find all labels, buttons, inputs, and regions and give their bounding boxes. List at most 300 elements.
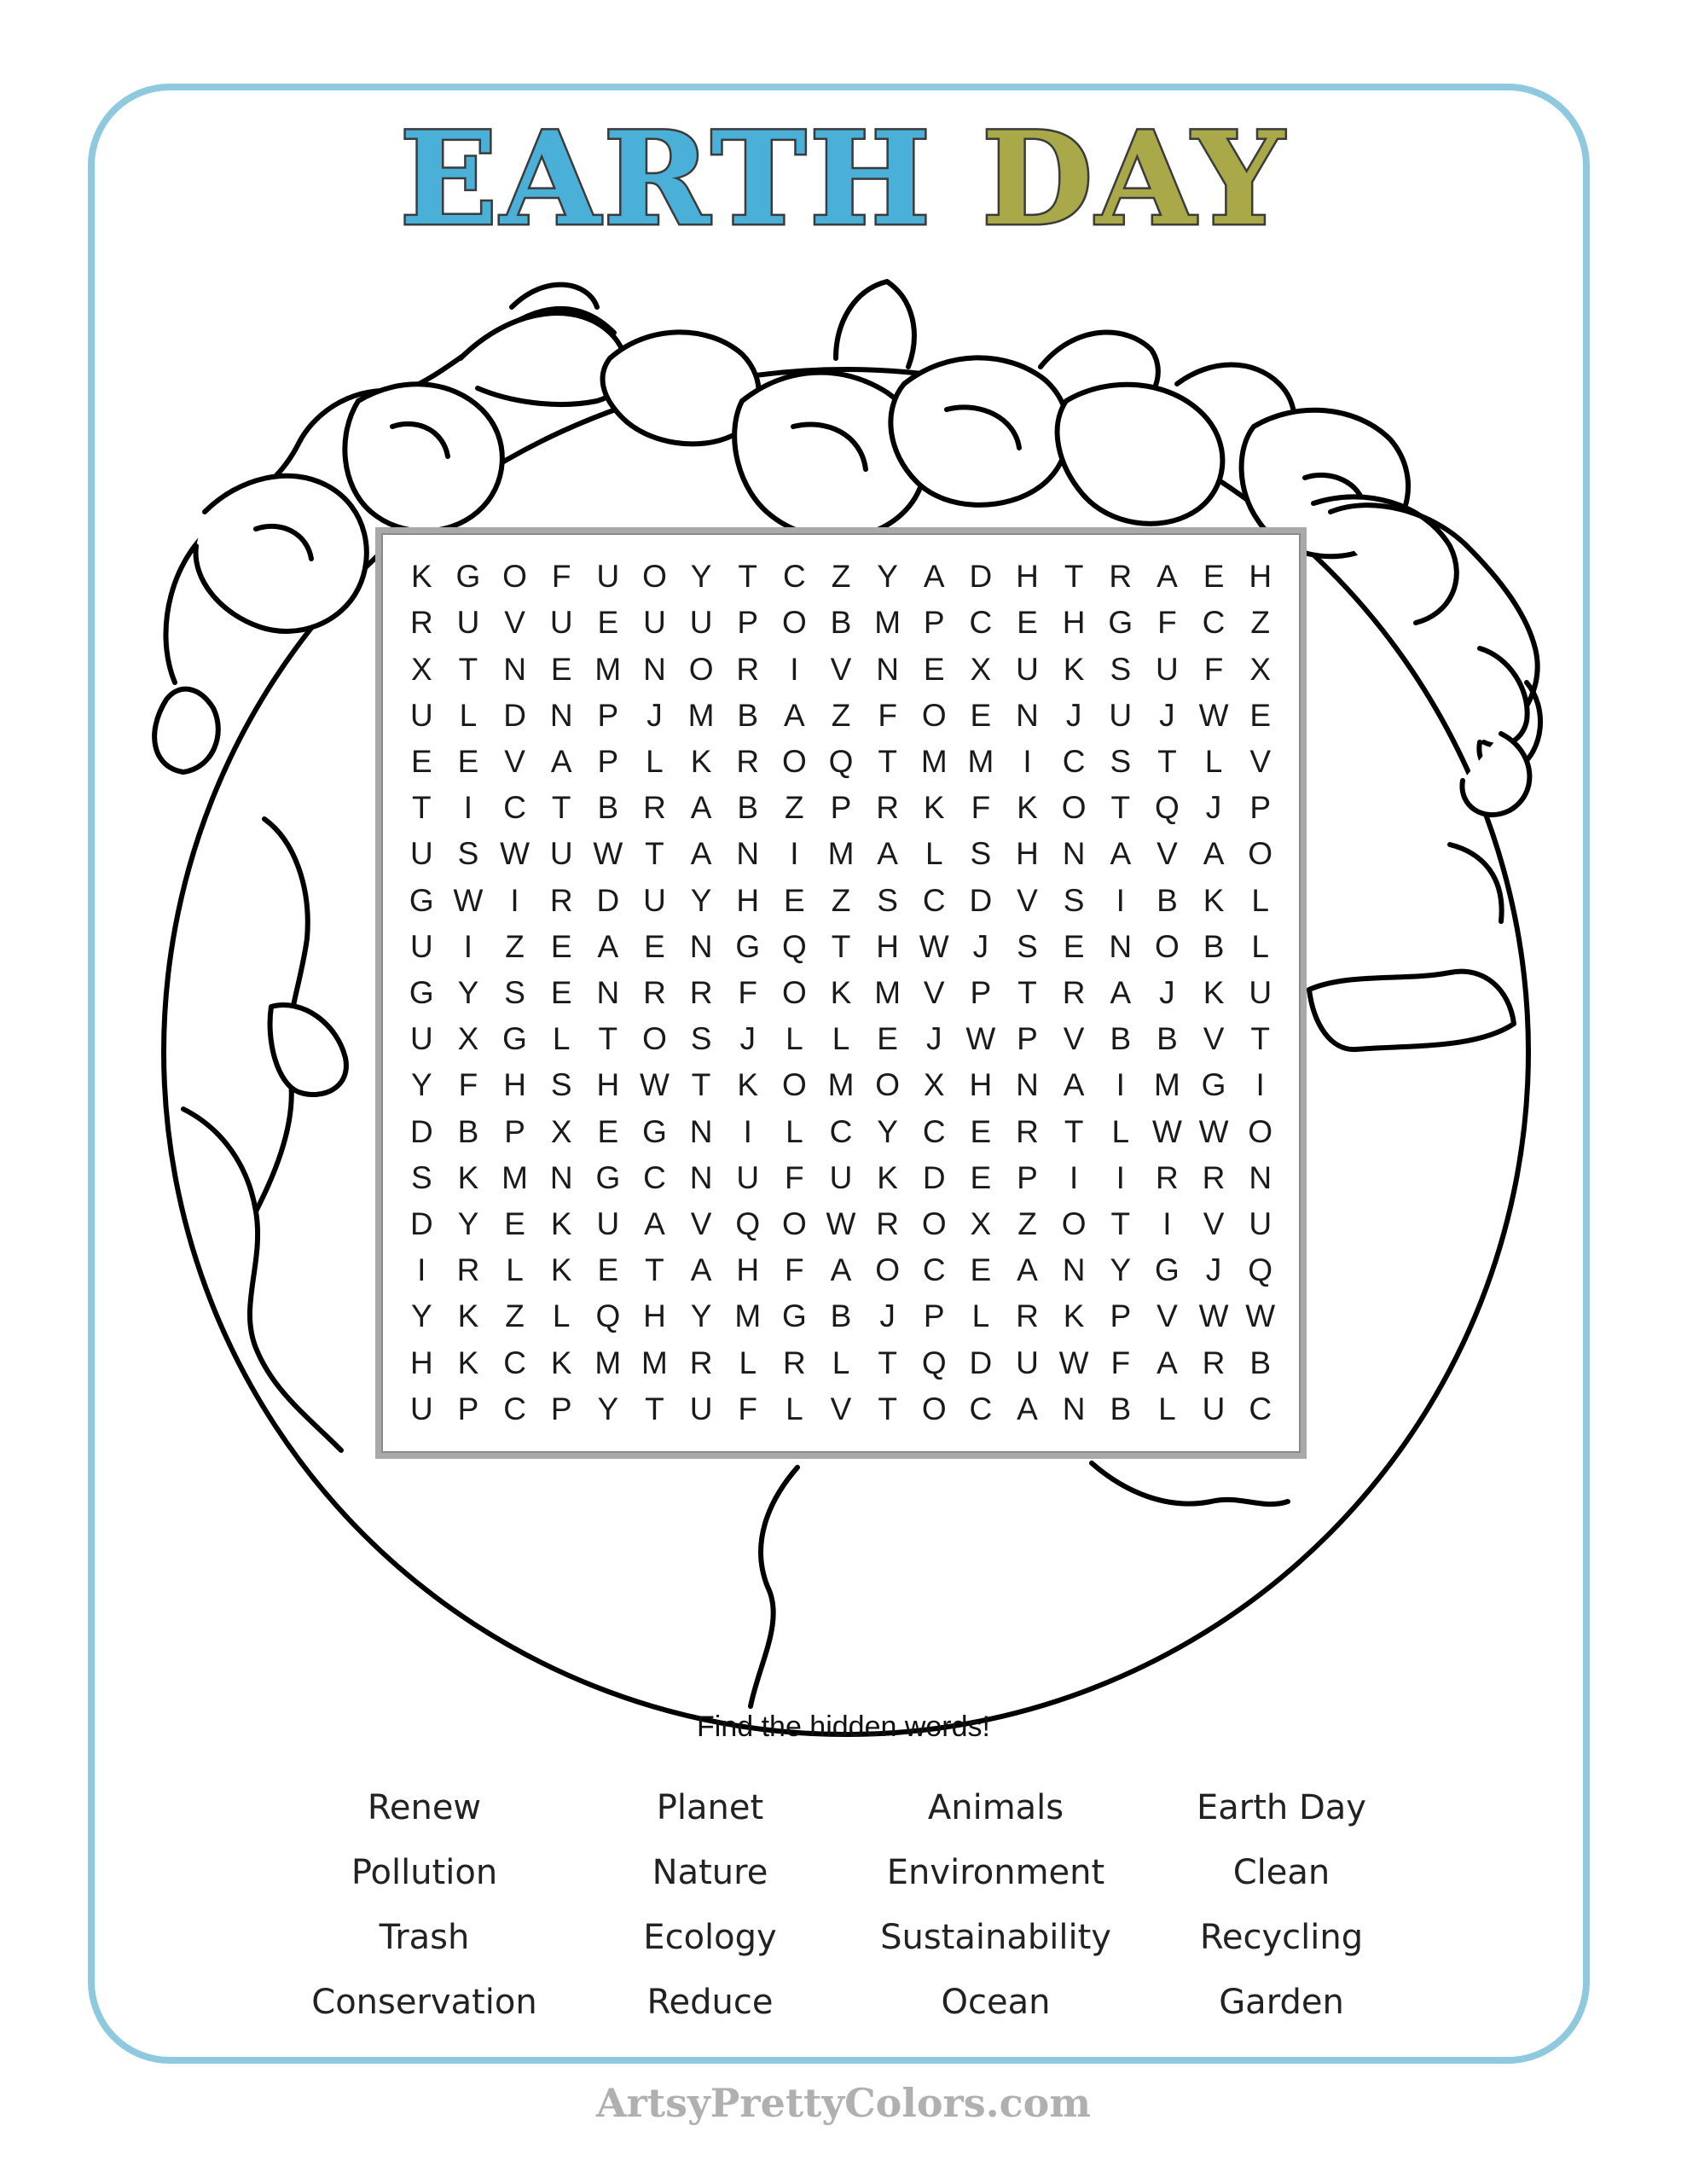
grid-letter: O	[1061, 1206, 1087, 1242]
grid-letter: U	[829, 1159, 853, 1195]
grid-letter: P	[1017, 1159, 1038, 1195]
word-list-item: Sustainability	[880, 1918, 1111, 1957]
grid-letter: J	[1159, 697, 1175, 733]
grid-letter: L	[786, 1391, 803, 1426]
grid-letter: B	[1110, 1391, 1132, 1426]
grid-letter: D	[969, 1345, 993, 1380]
grid-letter: H	[876, 928, 899, 964]
grid-letter: I	[1116, 882, 1125, 918]
grid-letter: O	[781, 605, 807, 641]
grid-letter: M	[687, 697, 715, 733]
grid-letter: K	[550, 1345, 572, 1380]
grid-letter: N	[689, 1113, 713, 1149]
grid-letter: I	[417, 1252, 426, 1288]
grid-letter: T	[598, 1021, 618, 1057]
grid-letter: B	[457, 1113, 479, 1149]
grid-letter: U	[1249, 974, 1272, 1010]
grid-letter: C	[782, 559, 806, 595]
grid-letter: C	[643, 1159, 666, 1195]
word-search-grid	[398, 554, 1284, 1432]
grid-letter: B	[1249, 1345, 1272, 1380]
word-list-item: Renew	[367, 1788, 482, 1827]
grid-letter: M	[501, 1159, 528, 1195]
grid-letter: U	[1109, 697, 1133, 733]
grid-letter: B	[1110, 1021, 1132, 1057]
grid-letter: U	[1202, 1391, 1226, 1426]
grid-letter: N	[1062, 1252, 1086, 1288]
grid-letter: T	[831, 928, 851, 964]
grid-letter: Y	[597, 1391, 619, 1426]
grid-letter: E	[597, 1252, 619, 1288]
grid-letter: E	[504, 1206, 525, 1242]
grid-letter: H	[1016, 836, 1039, 872]
grid-letter: A	[1017, 1252, 1038, 1288]
grid-letter: E	[970, 1252, 992, 1288]
grid-letter: F	[458, 1067, 478, 1103]
grid-letter: C	[1249, 1391, 1272, 1426]
grid-letter: N	[1109, 928, 1133, 964]
grid-letter: T	[1250, 1021, 1270, 1057]
grid-letter: C	[1062, 743, 1086, 779]
grid-letter: O	[875, 1252, 901, 1288]
grid-letter: R	[643, 974, 666, 1010]
grid-letter: Q	[1155, 790, 1180, 826]
grid-letter: I	[1116, 1159, 1125, 1195]
grid-letter: N	[549, 1159, 573, 1195]
grid-letter: R	[1202, 1159, 1226, 1195]
grid-letter: Q	[781, 928, 807, 964]
grid-letter: L	[459, 697, 478, 733]
grid-letter: N	[1016, 697, 1039, 733]
grid-letter: J	[1205, 1252, 1222, 1288]
grid-letter: F	[1110, 1345, 1131, 1380]
grid-letter: F	[738, 974, 758, 1010]
grid-letter: R	[1016, 1298, 1039, 1334]
grid-letter: N	[876, 651, 899, 687]
grid-letter: U	[596, 559, 620, 595]
word-list-item: Pollution	[351, 1853, 498, 1892]
grid-letter: Y	[690, 559, 712, 595]
grid-letter: D	[969, 559, 993, 595]
grid-letter: O	[1248, 836, 1273, 872]
grid-letter: C	[969, 1391, 993, 1426]
grid-letter: R	[782, 1345, 806, 1380]
grid-letter: L	[832, 1345, 850, 1380]
grid-letter: E	[970, 697, 992, 733]
grid-letter: X	[457, 1021, 479, 1057]
grid-letter: O	[781, 743, 807, 779]
grid-letter: F	[785, 1159, 804, 1195]
grid-letter: C	[503, 1345, 526, 1380]
grid-letter: U	[643, 605, 666, 641]
grid-letter: Y	[457, 974, 479, 1010]
grid-letter: O	[688, 651, 714, 687]
grid-letter: T	[551, 790, 571, 826]
grid-letter: O	[1061, 790, 1087, 826]
grid-letter: K	[550, 1206, 572, 1242]
word-list-item: Conservation	[311, 1983, 537, 2022]
grid-letter: L	[1251, 928, 1269, 964]
grid-letter: H	[596, 1067, 620, 1103]
grid-letter: S	[1110, 743, 1132, 779]
grid-letter: B	[830, 1298, 852, 1334]
grid-letter: E	[550, 651, 572, 687]
grid-letter: W	[965, 1021, 996, 1057]
grid-letter: P	[597, 743, 619, 779]
grid-letter: H	[1016, 559, 1039, 595]
grid-letter: G	[409, 974, 434, 1010]
grid-letter: L	[832, 1021, 850, 1057]
grid-letter: E	[644, 928, 665, 964]
grid-letter: L	[786, 1113, 803, 1149]
grid-letter: F	[971, 790, 991, 826]
grid-letter: O	[642, 559, 667, 595]
grid-letter: V	[690, 1206, 712, 1242]
grid-letter: U	[1016, 651, 1039, 687]
grid-letter: U	[736, 1159, 760, 1195]
grid-letter: O	[781, 974, 807, 1010]
grid-letter: G	[1201, 1067, 1226, 1103]
grid-letter: Q	[1248, 1252, 1273, 1288]
grid-letter: H	[409, 1345, 433, 1380]
grid-letter: O	[781, 1067, 807, 1103]
grid-letter: U	[549, 605, 573, 641]
word-list-item: Reduce	[646, 1983, 774, 2022]
grid-letter: R	[1156, 1159, 1179, 1195]
grid-letter: T	[1064, 1113, 1084, 1149]
grid-letter: M	[967, 743, 994, 779]
grid-letter: P	[1110, 1298, 1132, 1334]
grid-letter: R	[689, 974, 713, 1010]
grid-letter: O	[502, 559, 527, 595]
grid-letter: L	[971, 1298, 990, 1334]
grid-letter: M	[594, 1345, 622, 1380]
grid-letter: U	[409, 836, 433, 872]
grid-letter: E	[597, 1113, 619, 1149]
grid-letter: W	[1058, 1345, 1089, 1380]
grid-letter: I	[1116, 1067, 1125, 1103]
grid-letter: E	[457, 743, 479, 779]
grid-letter: O	[921, 1206, 947, 1242]
grid-letter: H	[969, 1067, 993, 1103]
grid-letter: Y	[1110, 1252, 1132, 1288]
grid-letter: W	[1245, 1298, 1276, 1334]
grid-letter: R	[409, 605, 433, 641]
grid-letter: Y	[457, 1206, 479, 1242]
grid-letter: B	[597, 790, 619, 826]
grid-letter: K	[877, 1159, 898, 1195]
grid-letter: W	[826, 1206, 856, 1242]
grid-letter: Y	[690, 882, 712, 918]
grid-letter: V	[1203, 1021, 1225, 1057]
grid-letter: Y	[690, 1298, 712, 1334]
grid-letter: H	[1249, 559, 1272, 595]
grid-letter: O	[642, 1021, 667, 1057]
grid-letter: J	[879, 1298, 896, 1334]
grid-letter: G	[1155, 1252, 1180, 1288]
grid-letter: E	[550, 928, 572, 964]
grid-letter: K	[923, 790, 945, 826]
grid-letter: N	[736, 836, 760, 872]
grid-letter: P	[923, 1298, 945, 1334]
grid-letter: G	[455, 559, 481, 595]
grid-letter: I	[790, 836, 799, 872]
grid-letter: L	[739, 1345, 757, 1380]
grid-letter: K	[550, 1252, 572, 1288]
grid-letter: T	[878, 1345, 897, 1380]
grid-letter: S	[504, 974, 525, 1010]
grid-letter: H	[736, 882, 760, 918]
grid-letter: P	[504, 1113, 525, 1149]
grid-letter: C	[503, 790, 526, 826]
grid-letter: A	[877, 836, 898, 872]
grid-letter: W	[453, 882, 484, 918]
grid-letter: V	[923, 974, 945, 1010]
grid-letter: E	[970, 1113, 992, 1149]
grid-letter: K	[830, 974, 852, 1010]
grid-letter: T	[738, 559, 758, 595]
grid-letter: N	[1249, 1159, 1272, 1195]
grid-letter: G	[781, 1298, 807, 1334]
word-list-item: Clean	[1232, 1853, 1330, 1892]
grid-letter: D	[596, 882, 620, 918]
grid-letter: F	[738, 1391, 758, 1426]
grid-letter: V	[1249, 743, 1272, 779]
grid-letter: U	[1249, 1206, 1272, 1242]
grid-letter: M	[874, 605, 901, 641]
grid-letter: C	[503, 1391, 526, 1426]
grid-letter: I	[790, 651, 799, 687]
grid-letter: J	[1159, 974, 1175, 1010]
grid-letter: L	[552, 1298, 571, 1334]
grid-letter: E	[1203, 559, 1225, 595]
grid-letter: A	[690, 1252, 712, 1288]
grid-letter: S	[550, 1067, 572, 1103]
grid-letter: V	[1157, 836, 1178, 872]
grid-letter: X	[1249, 651, 1272, 687]
grid-letter: R	[689, 1345, 713, 1380]
grid-letter: Q	[921, 1345, 947, 1380]
grid-letter: L	[1204, 743, 1223, 779]
grid-letter: O	[921, 1391, 947, 1426]
grid-letter: D	[503, 697, 526, 733]
grid-letter: X	[923, 1067, 945, 1103]
grid-letter: A	[690, 790, 712, 826]
grid-letter: Y	[410, 1298, 432, 1334]
grid-letter: M	[874, 974, 901, 1010]
grid-letter: K	[1203, 974, 1225, 1010]
grid-letter: X	[550, 1113, 572, 1149]
grid-letter: W	[919, 928, 949, 964]
grid-letter: Y	[877, 559, 898, 595]
grid-letter: O	[875, 1067, 901, 1103]
grid-letter: U	[456, 605, 480, 641]
grid-letter: C	[922, 1252, 946, 1288]
grid-letter: O	[921, 697, 947, 733]
grid-letter: B	[1203, 928, 1225, 964]
grid-letter: L	[925, 836, 943, 872]
grid-letter: A	[1157, 1345, 1178, 1380]
grid-letter: A	[597, 928, 619, 964]
grid-letter: V	[830, 1391, 852, 1426]
grid-letter: I	[463, 928, 473, 964]
grid-letter: Z	[505, 1298, 525, 1334]
grid-letter: T	[645, 1391, 664, 1426]
grid-letter: R	[1062, 974, 1086, 1010]
grid-letter: P	[923, 605, 945, 641]
grid-letter: A	[690, 836, 712, 872]
grid-letter: A	[784, 697, 805, 733]
word-list-item: Ocean	[941, 1983, 1051, 2022]
grid-letter: Y	[877, 1113, 898, 1149]
grid-letter: T	[645, 1252, 664, 1288]
grid-letter: J	[972, 928, 989, 964]
grid-letter: G	[642, 1113, 667, 1149]
grid-letter: L	[1251, 882, 1269, 918]
grid-letter: N	[503, 651, 526, 687]
grid-letter: G	[595, 1159, 621, 1195]
grid-letter: A	[550, 743, 572, 779]
grid-letter: E	[877, 1021, 898, 1057]
grid-letter: U	[409, 1021, 433, 1057]
grid-letter: X	[410, 651, 432, 687]
grid-letter: N	[1062, 1391, 1086, 1426]
grid-letter: I	[743, 1113, 752, 1149]
grid-letter: O	[781, 1206, 807, 1242]
grid-letter: I	[1023, 743, 1032, 779]
grid-letter: R	[1109, 559, 1133, 595]
grid-letter: F	[551, 559, 571, 595]
grid-letter: B	[830, 605, 852, 641]
grid-letter: T	[1157, 743, 1177, 779]
grid-letter: S	[970, 836, 992, 872]
grid-letter: C	[922, 882, 946, 918]
instructions: Find the hidden words!	[697, 1711, 990, 1743]
grid-letter: V	[504, 743, 525, 779]
grid-letter: Z	[1250, 605, 1270, 641]
grid-letter: P	[737, 605, 759, 641]
grid-letter: U	[409, 928, 433, 964]
grid-letter: M	[594, 651, 622, 687]
grid-letter: P	[550, 1391, 572, 1426]
grid-letter: R	[736, 743, 760, 779]
grid-letter: M	[827, 836, 855, 872]
grid-letter: E	[923, 651, 945, 687]
grid-letter: F	[785, 1252, 804, 1288]
grid-letter: P	[1017, 1021, 1038, 1057]
grid-letter: C	[922, 1113, 946, 1149]
grid-letter: T	[645, 836, 664, 872]
grid-letter: U	[409, 697, 433, 733]
grid-letter: V	[1157, 1298, 1178, 1334]
grid-letter: H	[1062, 605, 1086, 641]
grid-letter: N	[596, 974, 620, 1010]
grid-letter: P	[597, 697, 619, 733]
grid-letter: T	[1110, 1206, 1131, 1242]
grid-letter: Z	[831, 697, 851, 733]
grid-letter: W	[593, 836, 623, 872]
grid-letter: A	[830, 1252, 852, 1288]
grid-letter: J	[739, 1021, 756, 1057]
grid-letter: K	[1063, 651, 1085, 687]
grid-letter: W	[1198, 697, 1229, 733]
grid-letter: V	[1017, 882, 1038, 918]
grid-letter: B	[1157, 1021, 1178, 1057]
word-list-item: Environment	[886, 1853, 1105, 1892]
grid-letter: C	[1202, 605, 1226, 641]
grid-letter: K	[1017, 790, 1038, 826]
grid-letter: X	[970, 1206, 992, 1242]
grid-letter: Q	[595, 1298, 621, 1334]
grid-letter: E	[550, 974, 572, 1010]
grid-letter: E	[1249, 697, 1272, 733]
title-day: DAY	[982, 104, 1288, 254]
grid-letter: S	[1017, 928, 1038, 964]
grid-letter: R	[1202, 1345, 1226, 1380]
grid-letter: E	[1017, 605, 1038, 641]
grid-letter: T	[1017, 974, 1037, 1010]
grid-letter: F	[1157, 605, 1177, 641]
word-list-item: Planet	[656, 1788, 764, 1827]
grid-letter: R	[643, 790, 666, 826]
grid-letter: V	[504, 605, 525, 641]
grid-letter: A	[1110, 974, 1132, 1010]
grid-letter: W	[1151, 1113, 1182, 1149]
grid-letter: N	[643, 651, 666, 687]
grid-letter: J	[1205, 790, 1222, 826]
grid-letter: T	[691, 1067, 711, 1103]
word-list-item: Animals	[927, 1788, 1064, 1827]
grid-letter: L	[552, 1021, 571, 1057]
grid-letter: W	[640, 1067, 670, 1103]
grid-letter: P	[970, 974, 992, 1010]
word-list-item: Recycling	[1199, 1918, 1364, 1957]
grid-letter: U	[1156, 651, 1179, 687]
grid-letter: N	[689, 928, 713, 964]
grid-letter: Q	[828, 743, 854, 779]
grid-letter: P	[1249, 790, 1272, 826]
grid-letter: S	[410, 1159, 432, 1195]
grid-letter: W	[500, 836, 530, 872]
grid-letter: M	[827, 1067, 855, 1103]
grid-letter: E	[970, 1159, 992, 1195]
grid-letter: E	[410, 743, 432, 779]
grid-letter: M	[641, 1345, 668, 1380]
grid-letter: S	[877, 882, 898, 918]
grid-letter: H	[736, 1252, 760, 1288]
grid-letter: A	[1017, 1391, 1038, 1426]
grid-letter: N	[1016, 1067, 1039, 1103]
grid-letter: U	[643, 882, 666, 918]
grid-letter: Z	[831, 882, 851, 918]
grid-letter: L	[786, 1021, 803, 1057]
grid-letter: V	[1203, 1206, 1225, 1242]
word-list-item: Earth Day	[1197, 1788, 1366, 1827]
grid-letter: K	[457, 1345, 479, 1380]
grid-letter: K	[1063, 1298, 1085, 1334]
grid-letter: G	[502, 1021, 527, 1057]
grid-letter: V	[830, 651, 852, 687]
word-list	[281, 1783, 1424, 2027]
grid-letter: U	[409, 1391, 433, 1426]
grid-letter: J	[926, 1021, 942, 1057]
grid-letter: C	[829, 1113, 853, 1149]
grid-letter: D	[409, 1113, 433, 1149]
title-earth: EARTH	[399, 104, 934, 254]
grid-letter: T	[412, 790, 432, 826]
word-list-item: Nature	[652, 1853, 768, 1892]
grid-letter: D	[969, 882, 993, 918]
